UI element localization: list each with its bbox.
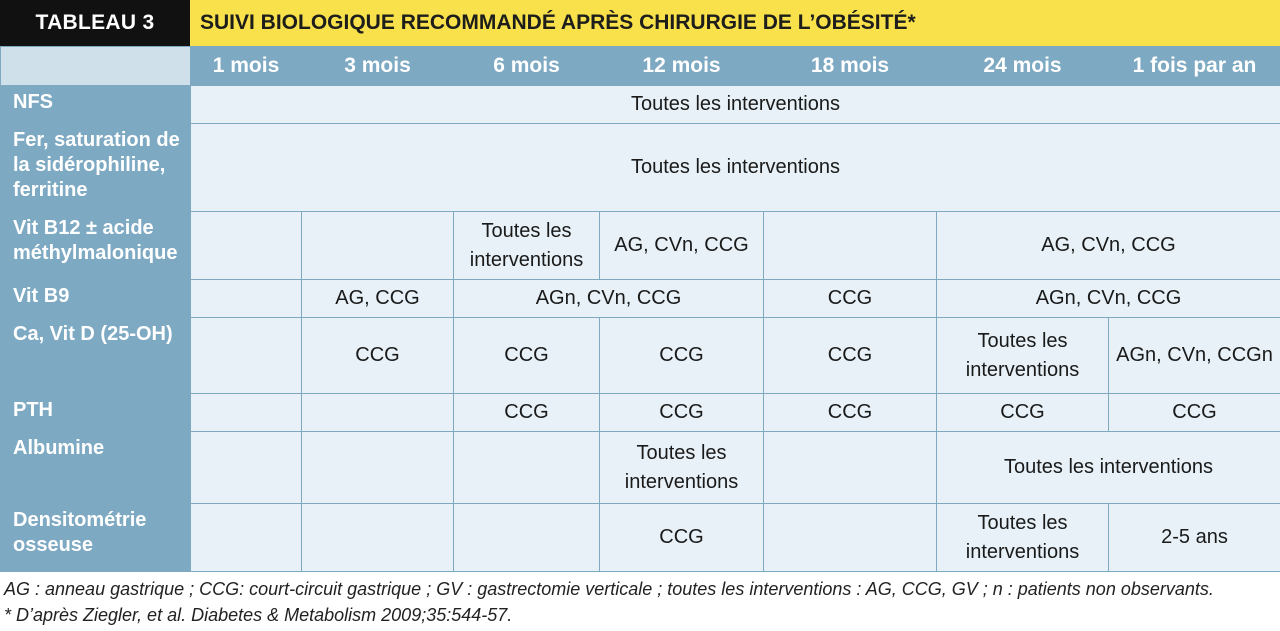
row-label: Ca, Vit D (25-OH)	[1, 318, 191, 394]
table-cell: 2-5 ans	[1109, 504, 1280, 572]
table-cell	[454, 432, 600, 504]
table-cell: CCG	[1109, 394, 1280, 432]
column-header: 1 fois par an	[1109, 47, 1280, 86]
table-cell: CCG	[600, 394, 764, 432]
table-cell	[764, 212, 937, 280]
table-row	[1, 212, 1280, 280]
table-cell: AGn, CVn, CCGn	[1109, 318, 1280, 394]
table-cell: CCG	[454, 394, 600, 432]
table-cell	[302, 212, 454, 280]
table-row	[1, 318, 1280, 394]
corner-cell	[1, 47, 191, 86]
row-label: Densitométrie osseuse	[1, 504, 191, 572]
table-cell: AG, CCG	[302, 280, 454, 318]
table-cell: CCG	[937, 394, 1109, 432]
table-row	[1, 504, 1280, 572]
row-label: PTH	[1, 394, 191, 432]
table-cell	[191, 212, 302, 280]
table-cell: AG, CVn, CCG	[600, 212, 764, 280]
table-cell: Toutes les interventions	[937, 432, 1280, 504]
table-cell	[191, 394, 302, 432]
table-title: SUIVI BIOLOGIQUE RECOMMANDÉ APRÈS CHIRURGIE DE L’OBÉSITÉ*	[200, 11, 916, 34]
table-cell	[191, 432, 302, 504]
row-label: NFS	[1, 86, 191, 124]
footnotes	[4, 576, 1274, 628]
column-header: 18 mois	[764, 47, 937, 86]
table-cell: CCG	[600, 504, 764, 572]
table-cell	[191, 318, 302, 394]
table-cell: AGn, CVn, CCG	[454, 280, 764, 318]
header-row	[1, 47, 1280, 86]
table-row	[1, 280, 1280, 318]
footnote-source: * D’après Ziegler, et al. Diabetes & Metabolism 2009;35:544-57.	[4, 605, 513, 625]
row-label: Vit B9	[1, 280, 191, 318]
table-cell: Toutes les interventions	[937, 318, 1109, 394]
table-cell	[302, 432, 454, 504]
table-cell	[764, 504, 937, 572]
table-cell: CCG	[302, 318, 454, 394]
column-header: 6 mois	[454, 47, 600, 86]
table-label: TABLEAU 3	[0, 0, 190, 46]
column-header: 12 mois	[600, 47, 764, 86]
table-cell: CCG	[764, 280, 937, 318]
table-cell: CCG	[600, 318, 764, 394]
column-header: 24 mois	[937, 47, 1109, 86]
table-row	[1, 124, 1280, 212]
row-label: Albumine	[1, 432, 191, 504]
table-cell: CCG	[764, 318, 937, 394]
table-cell: Toutes les interventions	[191, 124, 1280, 212]
table-cell	[764, 432, 937, 504]
table-cell: CCG	[454, 318, 600, 394]
column-header: 1 mois	[191, 47, 302, 86]
table-cell	[302, 504, 454, 572]
footnote-abbreviations: AG : anneau gastrique ; CCG: court-circuit gastrique ; GV : gastrectomie verticale ; toutes les interventions : AG, CCG, GV ; n : patients non observants.	[4, 579, 1214, 599]
table-row	[1, 86, 1280, 124]
table-cell	[302, 394, 454, 432]
table-cell: Toutes les interventions	[937, 504, 1109, 572]
table-cell: CCG	[764, 394, 937, 432]
table-cell	[454, 504, 600, 572]
table-cell: Toutes les interventions	[191, 86, 1280, 124]
table-cell: AG, CVn, CCG	[937, 212, 1280, 280]
follow-up-table	[0, 46, 1280, 572]
column-header: 3 mois	[302, 47, 454, 86]
table-cell	[191, 280, 302, 318]
table-cell: AGn, CVn, CCG	[937, 280, 1280, 318]
table-cell: Toutes les interventions	[454, 212, 600, 280]
table-row	[1, 432, 1280, 504]
table-cell: Toutes les interventions	[600, 432, 764, 504]
table-row	[1, 394, 1280, 432]
row-label: Fer, saturation de la sidérophiline, ferritine	[1, 124, 191, 212]
title-bar	[0, 0, 1280, 46]
table-cell	[191, 504, 302, 572]
row-label: Vit B12 ± acide méthylmalonique	[1, 212, 191, 280]
